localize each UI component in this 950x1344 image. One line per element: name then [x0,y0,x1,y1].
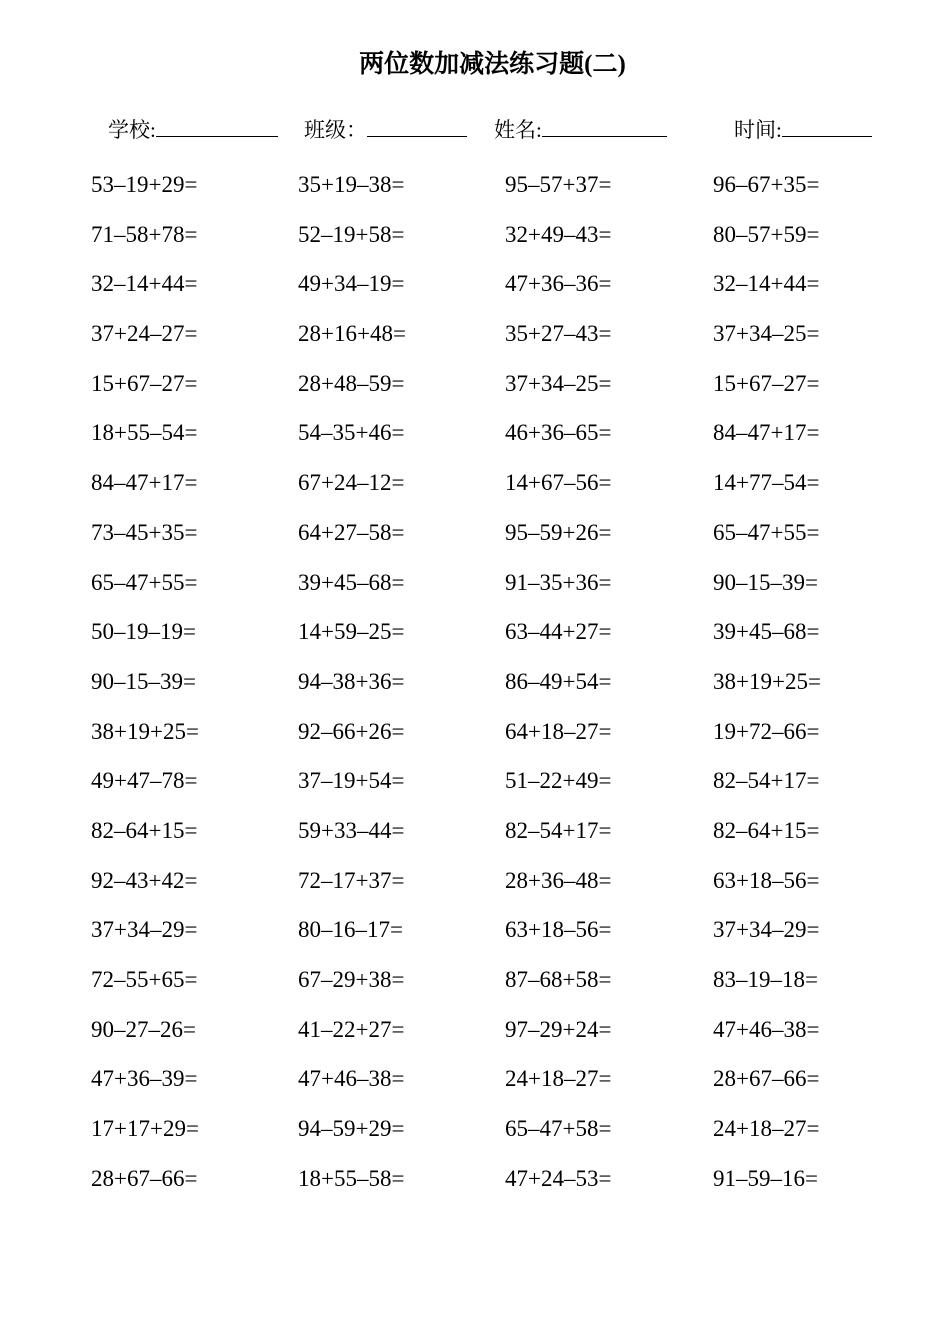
problem-row [0,418,950,468]
problem-item: 14+59–25= [298,619,405,645]
problem-item: 35+19–38= [298,172,405,197]
problem-row [0,915,950,965]
problem-item: 50–19–19= [91,619,196,645]
problem-item: 82–54+17= [505,817,612,843]
problem-item: 15+67–27= [713,370,820,396]
problem-row [0,717,950,767]
problem-row [0,816,950,866]
problem-item: 64+27–58= [298,519,405,545]
problem-item: 24+18–27= [713,1116,820,1142]
problem-row [0,617,950,667]
problem-item: 82–54+17= [713,768,820,794]
problem-item: 72–55+65= [91,967,198,992]
problem-item: 47+46–38= [713,1016,820,1042]
problem-item: 19+72–66= [713,718,820,744]
problem-item: 82–64+15= [713,817,820,843]
problem-item: 97–29+24= [505,1016,612,1042]
school-field [108,114,278,144]
problem-item: 28+67–66= [91,1165,198,1191]
problem-row [0,866,950,916]
problem-item: 73–45+35= [91,519,198,545]
problem-item: 14+67–56= [505,470,612,496]
problem-item: 37+34–29= [713,917,820,943]
problem-item: 63–44+27= [505,619,612,645]
problem-item: 91–59–16= [713,1165,818,1191]
problem-item: 80–16–17= [298,917,403,943]
problem-item: 49+47–78= [91,768,198,794]
problem-item: 84–47+17= [713,420,820,446]
problem-item: 94–59+29= [298,1116,405,1142]
problem-row [0,220,950,270]
problem-item: 47+36–39= [91,1066,198,1092]
problem-item: 41–22+27= [298,1016,405,1042]
problem-item: 92–66+26= [298,718,405,744]
problem-row [0,1015,950,1065]
time-label: 时间: [734,118,782,142]
problem-row [0,518,950,568]
problem-grid [0,170,950,1213]
problem-item: 87–68+58= [505,967,612,992]
time-blank [782,114,872,137]
problem-item: 51–22+49= [505,768,612,794]
problem-item: 91–35+36= [505,569,612,595]
problem-item: 35+27–43= [505,321,612,347]
problem-item: 32–14+44= [91,271,198,297]
problem-item: 95–59+26= [505,519,612,545]
problem-row [0,319,950,369]
problem-item: 54–35+46= [298,420,405,446]
problem-row [0,766,950,816]
problem-item: 15+67–27= [91,370,198,396]
problem-row [0,468,950,518]
problem-item: 71–58+78= [91,221,198,247]
problem-item: 47+46–38= [298,1066,405,1092]
problem-row [0,369,950,419]
problem-item: 37+34–29= [91,917,198,943]
class-label: 班级： [304,118,367,142]
problem-row [0,568,950,618]
problem-item: 92–43+42= [91,867,198,893]
problem-item: 63+18–56= [505,917,612,943]
problem-item: 80–57+59= [713,221,820,247]
problem-item: 39+45–68= [298,569,405,595]
problem-item: 37+34–25= [505,370,612,396]
problem-item: 84–47+17= [91,470,198,496]
problem-item: 67–29+38= [298,967,405,992]
problem-item: 46+36–65= [505,420,612,446]
problem-item: 94–38+36= [298,668,405,694]
problem-item: 32–14+44= [713,271,820,297]
problem-item: 24+18–27= [505,1066,612,1092]
problem-item: 49+34–19= [298,271,405,297]
problem-item: 28+36–48= [505,867,612,893]
problem-item: 65–47+58= [505,1116,612,1142]
problem-item: 64+18–27= [505,718,612,744]
page-title: 两位数加减法练习题(二) [359,51,626,78]
problem-item: 39+45–68= [713,619,820,645]
problem-item: 95–57+37= [505,172,612,197]
problem-item: 14+77–54= [713,470,820,496]
problem-item: 18+55–58= [298,1165,405,1191]
problem-item: 28+67–66= [713,1066,820,1092]
problem-item: 83–19–18= [713,967,818,992]
problem-item: 90–15–39= [713,569,818,595]
problem-item: 38+19+25= [713,668,821,694]
problem-item: 90–27–26= [91,1016,196,1042]
problem-row [0,1064,950,1114]
class-field [304,114,467,144]
problem-item: 37–19+54= [298,768,405,794]
problem-item: 47+24–53= [505,1165,612,1191]
problem-row [0,269,950,319]
problem-item: 32+49–43= [505,221,612,247]
problem-item: 65–47+55= [713,519,820,545]
problem-item: 96–67+35= [713,172,820,197]
class-blank [367,114,467,137]
problem-item: 18+55–54= [91,420,198,446]
problem-item: 63+18–56= [713,867,820,893]
problem-item: 86–49+54= [505,668,612,694]
name-field [494,114,667,144]
school-blank [156,114,278,137]
problem-item: 37+34–25= [713,321,820,347]
problem-item: 90–15–39= [91,668,196,694]
problem-row [0,667,950,717]
problem-row [0,1114,950,1164]
problem-item: 82–64+15= [91,817,198,843]
school-label: 学校: [108,118,156,142]
problem-item: 53–19+29= [91,172,198,197]
time-field [734,114,872,144]
problem-item: 37+24–27= [91,321,198,347]
problem-row [0,965,950,1015]
problem-item: 47+36–36= [505,271,612,297]
problem-row [0,170,950,220]
problem-item: 38+19+25= [91,718,199,744]
problem-item: 28+48–59= [298,370,405,396]
problem-item: 59+33–44= [298,817,405,843]
problem-item: 65–47+55= [91,569,198,595]
problem-item: 67+24–12= [298,470,405,496]
problem-item: 28+16+48= [298,321,406,347]
problem-item: 72–17+37= [298,867,405,893]
name-label: 姓名: [494,118,542,142]
problem-item: 52–19+58= [298,221,405,247]
problem-item: 17+17+29= [91,1116,199,1142]
name-blank [542,114,667,137]
problem-row [0,1164,950,1214]
